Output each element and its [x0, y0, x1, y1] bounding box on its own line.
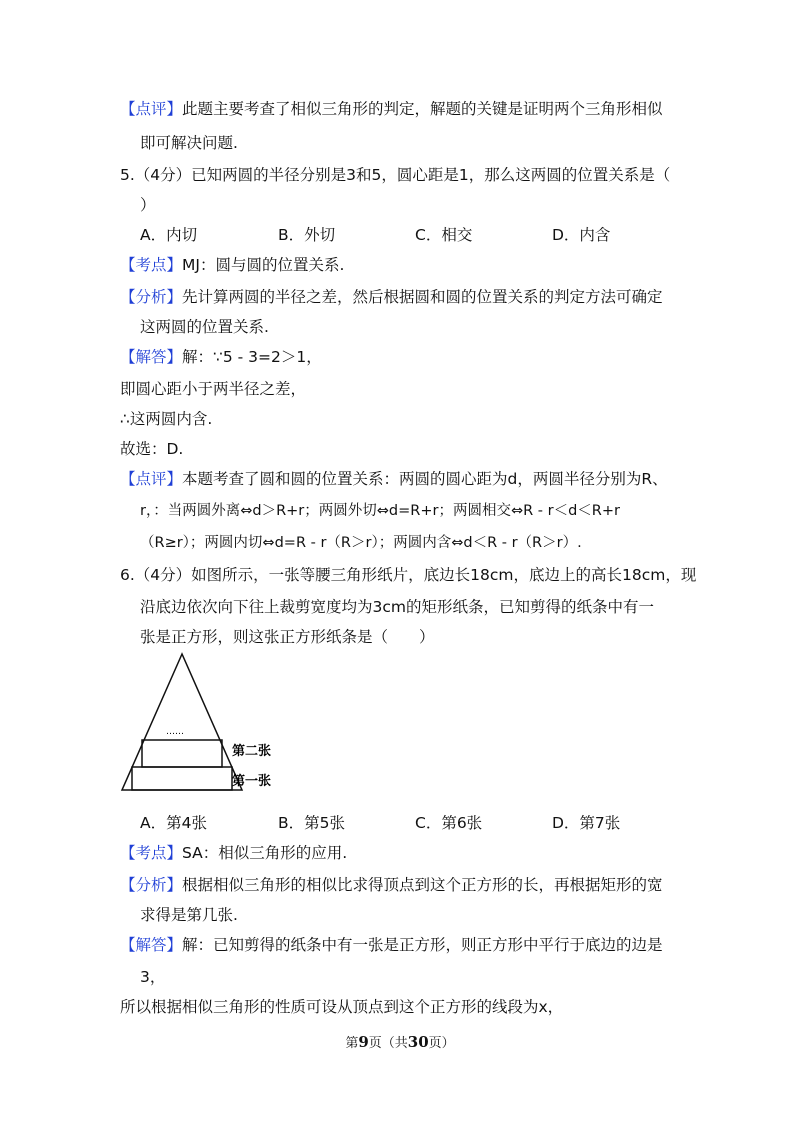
- figure-label-first: 第一张: [232, 774, 272, 789]
- footer-mid: 页（共: [368, 1036, 408, 1051]
- fenxi-tag: 【分析】: [120, 876, 183, 894]
- jieda-tag: 【解答】: [120, 936, 183, 954]
- page-footer: [0, 1032, 800, 1051]
- kaodian-line: [120, 254, 344, 276]
- jieda-text: 故选：D.: [120, 440, 184, 458]
- figure-dots: ……: [166, 727, 184, 737]
- jieda-line: [120, 346, 322, 368]
- option-b: B．第5张: [278, 814, 345, 832]
- kaodian-line: [120, 842, 347, 864]
- footer-prefix: 第: [345, 1036, 359, 1051]
- option-d: D．第7张: [552, 814, 621, 832]
- review-text: 此题主要考查了相似三角形的判定，解题的关键是证明两个三角形相似: [182, 100, 663, 118]
- jieda-text: 解：已知剪得的纸条中有一张是正方形，则正方形中平行于底边的边是: [182, 936, 663, 954]
- strip-second: [142, 740, 222, 767]
- kaodian-text: SA：相似三角形的应用.: [182, 844, 348, 862]
- fenxi-text: 求得是第几张.: [140, 906, 238, 924]
- review-text: r，：当两圆外离⇔d＞R+r；两圆外切⇔d=R+r；两圆相交⇔R - r＜d＜R+r: [140, 503, 620, 519]
- jieda-text: 即圆心距小于两半径之差，: [120, 380, 307, 398]
- jieda-text: 所以根据相似三角形的性质可设从顶点到这个正方形的线段为x，: [120, 998, 564, 1016]
- kaodian-tag: 【考点】: [120, 256, 183, 274]
- fenxi-text: 这两圆的位置关系.: [140, 318, 269, 336]
- kaodian-text: MJ：圆与圆的位置关系.: [182, 256, 345, 274]
- jieda-line: [120, 934, 663, 956]
- footer-suffix: 页）: [428, 1036, 455, 1051]
- review-line: [120, 468, 668, 490]
- kaodian-tag: 【考点】: [120, 844, 183, 862]
- option-c: C．第6张: [415, 814, 483, 832]
- fenxi-line: [120, 286, 663, 308]
- jieda-text: ∴这两圆内含.: [120, 410, 213, 428]
- isosceles-triangle: [122, 654, 242, 790]
- question-5-stem: ）: [140, 196, 156, 214]
- review-tag: 【点评】: [120, 100, 183, 118]
- page-number: 9: [358, 1033, 369, 1051]
- strip-first: [132, 767, 232, 790]
- option-d: D．内含: [552, 226, 611, 244]
- jieda-tag: 【解答】: [120, 348, 183, 366]
- fenxi-text: 根据相似三角形的相似比求得顶点到这个正方形的长，再根据矩形的宽: [182, 876, 663, 894]
- fenxi-tag: 【分析】: [120, 288, 183, 306]
- question-5-stem: 5.（4分）已知两圆的半径分别是3和5，圆心距是1，那么这两圆的位置关系是（: [120, 166, 671, 184]
- question-6-stem: 6.（4分）如图所示，一张等腰三角形纸片，底边长18cm，底边上的高长18cm，现: [120, 566, 697, 584]
- jieda-text: 解：∵5 - 3=2＞1，: [182, 348, 322, 366]
- review-text: 本题考查了圆和圆的位置关系：两圆的圆心距为d，两圆半径分别为R、: [182, 470, 668, 488]
- fenxi-line: [120, 874, 663, 896]
- question-6-stem: 沿底边依次向下往上裁剪宽度均为3cm的矩形纸条，已知剪得的纸条中有一: [140, 598, 654, 616]
- triangle-figure: [112, 650, 312, 800]
- figure-label-second: 第二张: [232, 744, 272, 759]
- jieda-text: 3，: [140, 968, 166, 986]
- question-6-stem: 张是正方形，则这张正方形纸条是（ ）: [140, 628, 435, 646]
- option-c: C．相交: [415, 226, 473, 244]
- page-total: 30: [407, 1033, 429, 1051]
- option-a: A．第4张: [140, 814, 207, 832]
- review-text: （R≥r）；两圆内切⇔d=R - r（R＞r）；两圆内含⇔d＜R - r（R＞r）.: [140, 535, 582, 551]
- review-line: [120, 98, 663, 120]
- fenxi-text: 先计算两圆的半径之差，然后根据圆和圆的位置关系的判定方法可确定: [182, 288, 663, 306]
- option-a: A．内切: [140, 226, 198, 244]
- option-b: B．外切: [278, 226, 336, 244]
- review-line: 即可解决问题.: [140, 134, 238, 152]
- review-tag: 【点评】: [120, 470, 183, 488]
